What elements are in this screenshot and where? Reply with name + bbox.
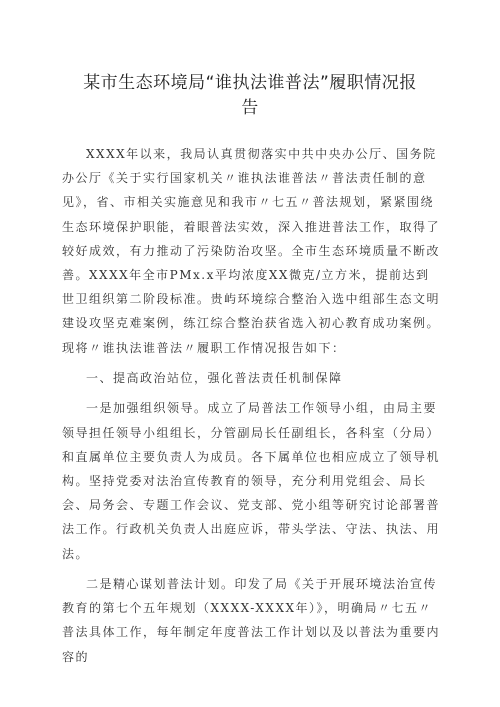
paragraph-organization: 一是加强组织领导。成立了局普法工作领导小组，由局主要领导担任领导小组组长，分管副局长任副组长，各科室（分局）和直属单位主要负责人为成员。各下属单位也相应成立了领导机构。坚持党委对法治宣传教育的领导，充分利用党组会、局长会、局务会、专题工作会议、党支部、党小组等研究讨论部署普法工作。行政机关负责人出庭应诉，带头学法、守法、执法、用法。 [62,401,441,561]
section-heading-1: 一、提高政治站位，强化普法责任机制保障 [86,371,343,386]
title-line-2: 告 [241,98,259,118]
document-title [60,71,440,121]
document-body [62,142,442,669]
paragraph-planning: 二是精心谋划普法计划。印发了局《关于开展环境法治宣传教育的第七个五年规划（XXXX-XXXX年）》，明确局〃七五〃普法具体工作，每年制定年度普法工作计划以及以普法为重要内容的 [62,577,441,664]
title-line-1: 某市生态环境局“谁执法谁普法”履职情况报 [83,73,417,93]
intro-paragraph: XXXX年以来，我局认真贯彻落实中共中央办公厅、国务院办公厅《关于实行国家机关〃谁执法谁普法〃普法责任制的意见》，省、市相关实施意见和我市〃七五〃普法规划，紧紧围绕生态环境保护职能，着眼普法实效，深入推进普法工作，取得了较好成效，有力推动了污染防治攻坚。全市生态环境质量不断改善。XXXX年全市PMx.x平均浓度XX微克/立方米，提前达到世卫组织第二阶段标准。贵屿环境综合整治入选中组部生态文明建设攻坚克难案例，练江综合整治获省选入初心教育成功案例。现将〃谁执法谁普法〃履职工作情况报告如下： [62,147,441,355]
